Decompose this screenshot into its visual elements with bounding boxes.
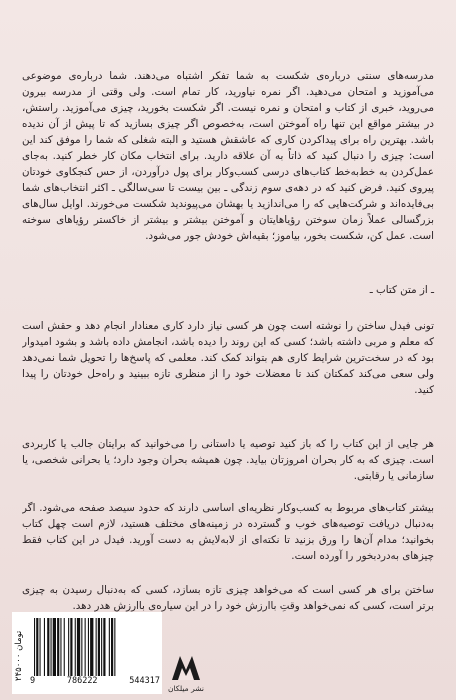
price-label: ۲۴۵۰۰۰ تومان [14, 630, 24, 682]
isbn-group-1: 786222 [66, 676, 98, 686]
excerpt-paragraph [22, 68, 434, 294]
description-paragraph-1 [22, 318, 434, 432]
barcode-icon [32, 618, 158, 676]
isbn-number [30, 676, 160, 686]
description-text: ساختن برای هر کسی است که می‌خواهد چیزی تازه بسازد، کسی که به‌دنبال رسیدن به چیزی برتر است، کسی که نمی‌خواهد وقتِ باارزش خود را در این سیاره‌ی باارزش هدر دهد. [22, 584, 434, 612]
source-note: ـ از متن کتاب ـ [369, 284, 434, 296]
description-text: تونی فیدل ساختن را نوشته است چون هر کسی نیاز دارد کاری معنادار انجام دهد و حقش است که معلم و مربی داشته باشد؛ کسی که این روند را دیده باشد، انجامش داده باشد و بشود امیدوار بود که در سخت‌ترین شرایط کاری هم بتواند کمک کند. معلمی که پاسخ‌ها را تحویل شما نمی‌دهد ولی سعی می‌کند کمکتان کند تا معضلات خود را از منظری تازه ببینید و راه‌حل خودتان را پیدا کنید. [22, 320, 434, 396]
description-text: هر جایی از این کتاب را که باز کنید توصیه یا داستانی را می‌خوانید که برایتان جالب یا کاربردی است. چیزی که به کار بحران امروزتان بیاید. چون همیشه بحران وجود دارد؛ یا بحرانی شخصی، یا سازمانی یا رقابتی. [22, 438, 434, 482]
publisher-name: نشر میلکان [168, 684, 204, 693]
isbn-group-2: 544317 [129, 676, 160, 686]
description-paragraph-2 [22, 436, 434, 500]
description-paragraph-4 [22, 582, 434, 616]
isbn-prefix: 9 [30, 676, 36, 686]
excerpt-text: مدرسه‌های سنتی درباره‌ی شکست به شما تفکر اشتباه می‌دهند. شما درباره‌ی موضوعی می‌آموزید و امتحان می‌دهید. اگر نمره نیاورید، کار تمام است. ولی وقتی از مدرسه بیرون می‌روید، خبری از کتاب و امتحان و نمره نیست. اگر شکست بخورید، چیزی می‌آموزید. راستش، در بیشتر مواقع این تنها راه آموختن است، به‌خصوص اگر چیزی بسازید که تا پیش از آن ندیده باشد. بهترین راه برای پیداکردن کاری که عاشقش هستید و البته شغلی که شما را موفق کند این است: چیزی را دنبال کنید که ذاتاً به آن علاقه دارید. برای انتخاب مکان کار خطر کنید. به‌جای عمل‌کردن به خط‌به‌خط کتاب‌های درسی کسب‌وکار برای پول درآوردن، از حس کنجکاوی خودتان پیروی کنید. فرض کنید که در دهه‌ی سوم زندگی ـ بین بیست تا سی‌سالگی ـ اکثر انتخاب‌های شما بی‌فایده‌اند و شرکت‌هایی که را می‌اندازید یا بهشان می‌پیوندید شکست می‌خورند. اوایل سال‌های بزرگسالی عملاً زمان سوختن رؤیاهایتان و آموختن بیشتر و بیشتر از خاکستر رؤیاهای سوخته است. عمل کن، شکست بخور، بیاموز؛ بقیه‌اش خودش جور می‌شود. [22, 70, 434, 242]
description-paragraph-3 [22, 500, 434, 580]
description-text: بیشتر کتاب‌های مربوط به کسب‌وکار نظریه‌ای اساسی دارند که حدود سیصد صفحه می‌شود. اگر به‌دنبال دریافت توصیه‌های خوب و گسترده در زمینه‌های مختلف هستید، لازم است چهل کتاب بخوانید؛ مدام آن‌ها را ورق بزنید تا نکته‌ای از لابه‌لایش به دست آورید. فیدل در این کتاب فقط چیزهای به‌دردبخور را آورده است. [22, 502, 434, 562]
